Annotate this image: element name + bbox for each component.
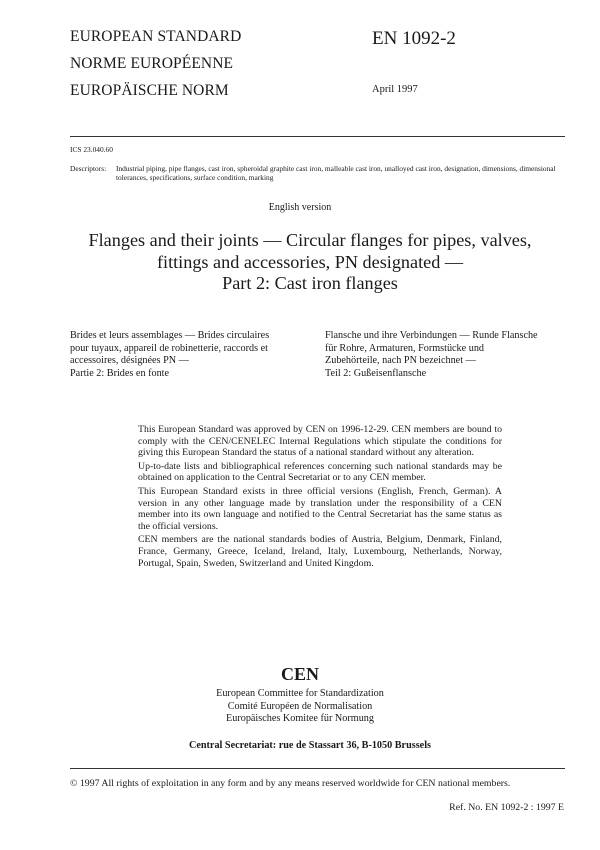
header-title-en: EUROPEAN STANDARD (70, 28, 242, 45)
approval-paragraph-3: This European Standard exists in three official versions (English, French, German). A version in any other language made by translation under the responsibility of a CEN member into its own language and notified to the Central Secretariat has the same status as the official versions. (138, 485, 502, 532)
cen-names (0, 688, 600, 726)
title-german (325, 330, 575, 380)
publication-date: April 1997 (372, 84, 418, 95)
descriptors (70, 164, 570, 183)
title-fr-line-2: pour tuyaux, appareil de robinetterie, raccords et (70, 342, 269, 354)
descriptors-label: Descriptors: (70, 164, 107, 173)
header-rule (70, 136, 565, 137)
footer-rule (70, 768, 565, 769)
version-label: English version (268, 202, 332, 213)
title-de-line-3: Zubehörteile, nach PN bezeichnet — (325, 355, 476, 367)
cen-name-fr: Comité Européen de Normalisation (227, 700, 373, 712)
approval-paragraph-4: CEN members are the national standards bodies of Austria, Belgium, Denmark, Finland, France, Germany, Greece, Iceland, Ireland, Italy, Luxembourg, Netherlands, Norway, Portugal, Spain, Sweden, Switzerland and United Kingdom. (138, 534, 502, 569)
header-title-de: EUROPÄISCHE NORM (70, 82, 229, 99)
cen-name-de: Europäisches Komitee für Normung (226, 713, 374, 725)
descriptors-text: Industrial piping, pipe flanges, cast iron, spheroidal graphite cast iron, malleable cast iron, unalloyed cast iron, designation, dimensions, dimensional tolerances, specifications, surface condition, marking (116, 164, 556, 183)
cen-logo: CEN (280, 664, 319, 684)
title-line-1: Flanges and their joints — Circular flanges for pipes, valves, (88, 230, 532, 250)
title-de-line-2: für Rohre, Armaturen, Formstücke und (325, 342, 485, 354)
title-line-3: Part 2: Cast iron flanges (222, 273, 398, 293)
approval-paragraph-1: This European Standard was approved by CEN on 1996-12-29. CEN members are bound to comply with the CEN/CENELEC Internal Regulations which stipulate the conditions for giving this European Standard the status of a national standard without any alteration. (138, 424, 502, 459)
header-title-fr: NORME EUROPÉENNE (70, 55, 234, 72)
approval-statement (138, 424, 502, 571)
approval-paragraph-2: Up-to-date lists and bibliographical references concerning such national standards may be obtained on application to the Central Secretariat or to any CEN member. (138, 460, 502, 484)
title-de-line-1: Flansche und ihre Verbindungen — Runde Flansche (325, 330, 538, 341)
cen-name-en: European Committee for Standardization (216, 688, 384, 699)
standard-number: EN 1092-2 (372, 28, 456, 49)
ics-code: ICS 23.040.60 (70, 145, 113, 154)
reference-number: Ref. No. EN 1092-2 : 1997 E (449, 802, 564, 813)
title-fr-line-1: Brides et leurs assemblages — Brides circulaires (70, 330, 270, 341)
central-secretariat: Central Secretariat: rue de Stassart 36, B-1050 Brussels (188, 740, 431, 751)
title-french (70, 330, 310, 380)
title-de-line-4: Teil 2: Gußeisenflansche (325, 367, 427, 379)
title-line-2: fittings and accessories, PN designated — (156, 251, 464, 272)
title-fr-line-4: Partie 2: Brides en fonte (70, 367, 170, 379)
copyright: © 1997 All rights of exploitation in any form and by any means reserved worldwide for CEN national members. (70, 778, 511, 789)
document-title (60, 230, 560, 295)
title-fr-line-3: accessoires, désignées PN — (70, 355, 189, 367)
